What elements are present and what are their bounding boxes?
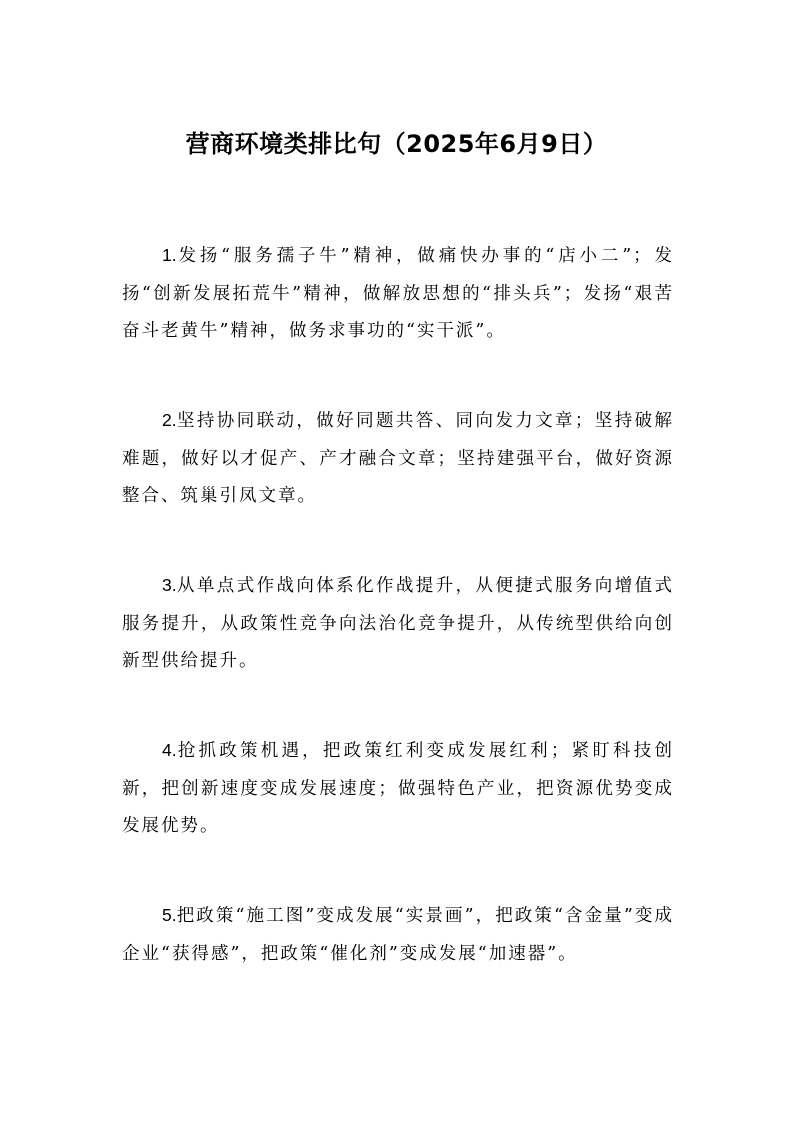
paragraph-text: 坚持协同联动，做好同题共答、同向发力文章；坚持破解难题，做好以才促产、产才融合文章；坚持建强平台，做好资源整合、筑巢引凤文章。 — [122, 411, 674, 506]
paragraph-text: 发扬“服务孺子牛”精神，做痛快办事的“店小二”；发扬“创新发展拓荒牛”精神，做解放思想的“排头兵”；发扬“艰苦奋斗老黄牛”精神，做务求事功的“实干派”。 — [122, 246, 674, 341]
paragraph-text: 把政策“施工图”变成发展“实景画”，把政策“含金量”变成企业“获得感”，把政策“催化剂”变成发展“加速器”。 — [122, 906, 674, 964]
paragraph-number: 4. — [162, 740, 177, 760]
paragraph-3 — [122, 567, 674, 681]
paragraph-text: 从单点式作战向体系化作战提升，从便捷式服务向增值式服务提升，从政策性竞争向法治化竞争提升，从传统型供给向创新型供给提升。 — [122, 576, 674, 671]
paragraph-number: 5. — [162, 905, 177, 925]
paragraph-1 — [122, 237, 674, 351]
paragraph-2 — [122, 402, 674, 516]
paragraph-number: 1. — [162, 245, 177, 265]
paragraph-number: 3. — [162, 575, 177, 595]
paragraph-5 — [122, 897, 674, 973]
paragraph-4 — [122, 732, 674, 846]
paragraph-number: 2. — [162, 410, 177, 430]
paragraph-text: 抢抓政策机遇，把政策红利变成发展红利；紧盯科技创新，把创新速度变成发展速度；做强特色产业，把资源优势变成发展优势。 — [122, 741, 674, 836]
page-title: 营商环境类排比句（2025年6月9日） — [185, 130, 608, 158]
